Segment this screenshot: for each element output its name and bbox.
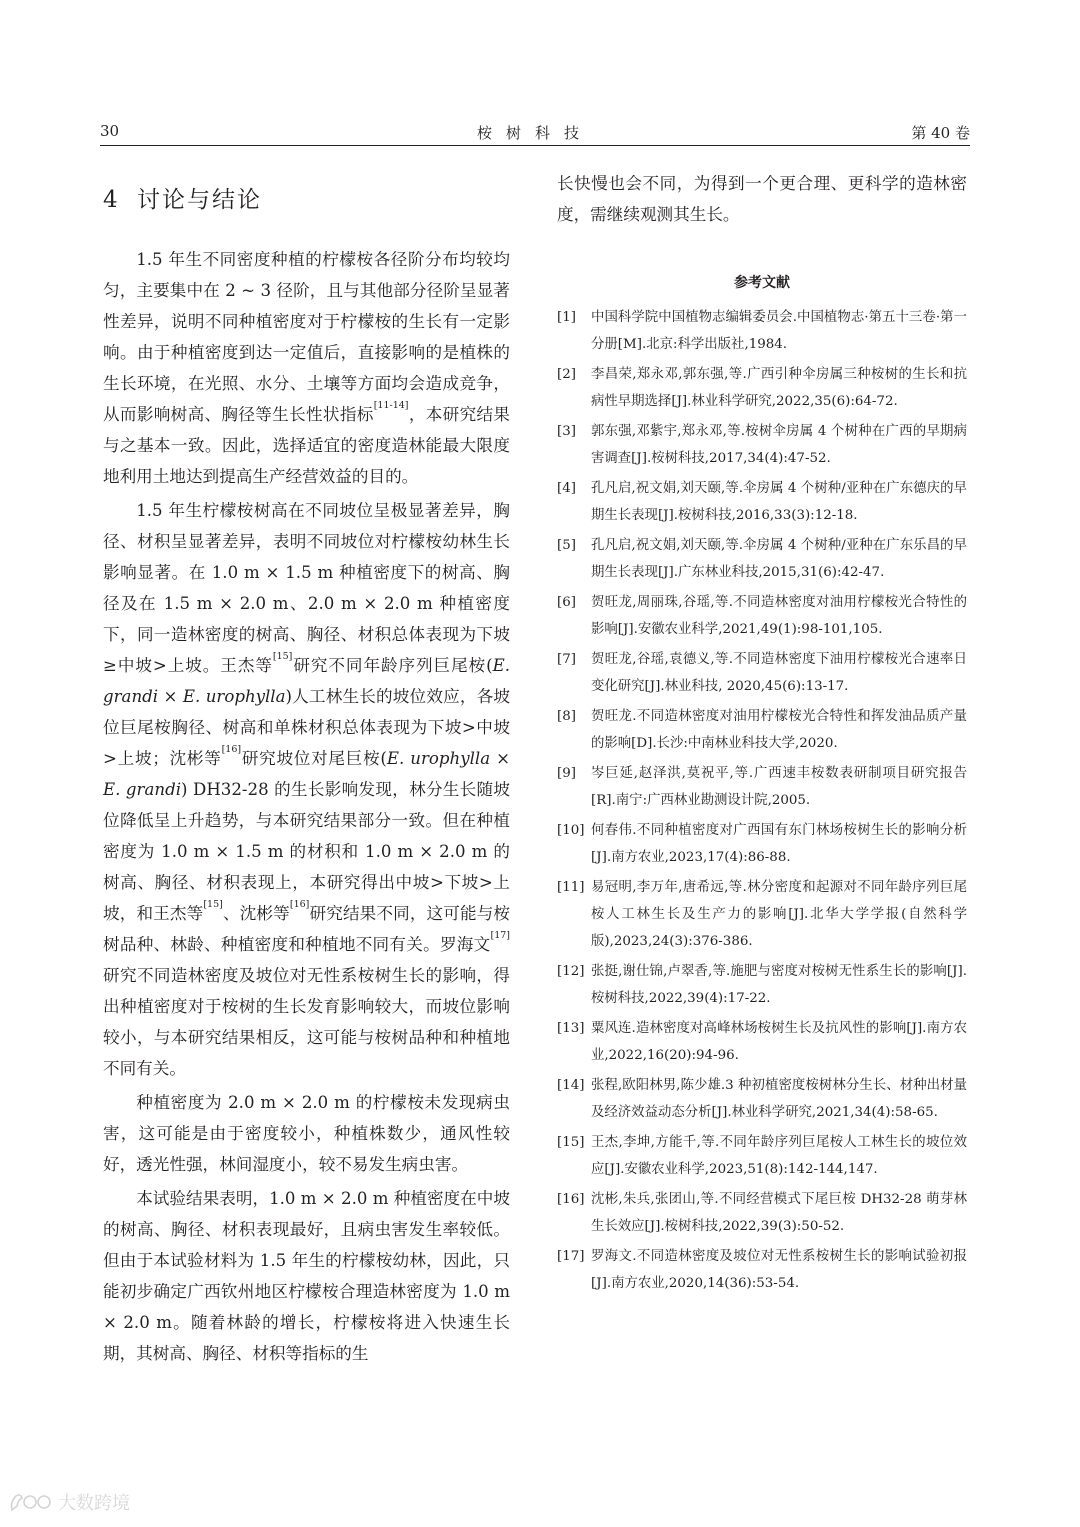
reference-text: 王杰,李坤,方能千,等.不同年龄序列巨尾桉人工林生长的坡位效应[J].安徽农业科学,2023,51(8):142-144,147. (591, 1135, 967, 1177)
reference-item (557, 646, 967, 700)
citation: [15] (272, 651, 293, 662)
citation: [16] (221, 744, 242, 755)
reference-item (557, 1015, 967, 1069)
paragraph-4: 本试验结果表明，1.0 m × 2.0 m 种植密度在中坡的树高、胸径、材积表现最好，且病虫害发生率较低。但由于本试验材料为 1.5 年生的柠檬桉幼林，因此，只能初步确定广西钦州地区柠檬桉合理造林密度为 1.0 m × 2.0 m。随着林龄的增长，柠檬桉将进入快速生长期，其树高、胸径、材积等指标的生 (103, 1189, 510, 1363)
text-run: ) DH32-28 的生长影响发现，林分生长随坡位降低呈上升趋势，与本研究结果部分一致。但在种植密度为 1.0 m × 1.5 m 的材积和 1.0 m × 2.0 m 的树高、胸径、材积表现上，本研究得出中坡>下坡>上坡，和王杰等 (103, 780, 510, 923)
text-run: 研究坡位对尾巨桉( (241, 749, 387, 768)
reference-text: 贺旺龙.不同造林密度对油用柠檬桉光合特性和挥发油品质产量的影响[D].长沙:中南林业科技大学,2020. (591, 709, 967, 751)
left-column (103, 178, 510, 1372)
reference-text: 易冠明,李万年,唐希远,等.林分密度和起源对不同年龄序列巨尾桉人工林生长及生产力的影响[J].北华大学学报(自然科学版),2023,24(3):376-386. (591, 880, 967, 949)
reference-item (557, 589, 967, 643)
reference-number: [16] (557, 1192, 585, 1207)
running-header (100, 120, 970, 144)
reference-item (557, 817, 967, 871)
reference-number: [8] (557, 709, 576, 724)
reference-number: [15] (557, 1135, 585, 1150)
reference-number: [9] (557, 766, 576, 781)
reference-text: 岑巨延,赵泽洪,莫祝平,等.广西速丰桉数表研制项目研究报告[R].南宁:广西林业勘测设计院,2005. (591, 766, 967, 808)
paragraph-1 (103, 244, 510, 492)
reference-text: 贺旺龙,周丽珠,谷瑶,等.不同造林密度对油用柠檬桉光合特性的影响[J].安徽农业科学,2021,49(1):98-101,105. (591, 595, 967, 637)
section-heading (103, 178, 510, 222)
section-number: 4 (103, 187, 120, 213)
text-run: 、沈彬等 (222, 904, 290, 923)
text-run: ，本研究结果与之基本一致。因此，选择适宜的密度造林能最大限度地利用土地达到提高生产经营效益的目的。 (103, 405, 511, 486)
reference-text: 孔凡启,祝文娟,刘天颐,等.伞房属 4 个树种/亚种在广东乐昌的早期生长表现[J].广东林业科技,2015,31(6):42-47. (591, 538, 967, 580)
reference-item (557, 958, 967, 1012)
citation: [16] (289, 899, 310, 910)
reference-text: 罗海文.不同造林密度及坡位对无性系桉树生长的影响试验初报[J].南方农业,2020,14(36):53-54. (591, 1249, 967, 1291)
paragraph-2 (103, 495, 510, 1084)
reference-number: [14] (557, 1078, 585, 1093)
reference-item (557, 1243, 967, 1297)
page-number: 30 (100, 122, 120, 140)
reference-list (557, 304, 967, 1297)
reference-number: [7] (557, 652, 576, 667)
reference-number: [1] (557, 310, 576, 325)
reference-item (557, 874, 967, 955)
citation: [15] (203, 899, 223, 910)
text-run: 1.5 年生柠檬桉树高在不同坡位呈极显著差异，胸径、材积呈显著差异，表明不同坡位对柠檬桉幼林生长影响显著。在 1.0 m × 1.5 m 种植密度下的树高、胸径及在 1.5 m × 2.0 m、2.0 m × 2.0 m 种植密度下，同一造林密度的树高、胸径、材积总体表现为下坡≥中坡>上坡。王杰等 (103, 501, 510, 675)
reference-item (557, 1186, 967, 1240)
volume-label: 第 40 卷 (911, 124, 970, 142)
reference-number: [4] (557, 481, 576, 496)
reference-text: 张挺,谢仕锦,卢翠香,等.施肥与密度对桉树无性系生长的影响[J].桉树科技,2022,39(4):17-22. (591, 964, 967, 1006)
watermark (8, 1488, 130, 1516)
reference-item (557, 475, 967, 529)
reference-text: 粟风连.造林密度对高峰林场桉树生长及抗风性的影响[J].南方农业,2022,16(20):94-96. (591, 1021, 967, 1063)
reference-item (557, 361, 967, 415)
reference-text: 李昌荣,郑永邓,郭东强,等.广西引种伞房属三种桉树的生长和抗病性早期选择[J].林业科学研究,2022,35(6):64-72. (591, 367, 967, 409)
watermark-logo-icon (8, 1490, 54, 1514)
reference-text: 郭东强,邓紫宇,郑永邓,等.桉树伞房属 4 个树种在广西的早期病害调查[J].桉树科技,2017,34(4):47-52. (591, 424, 967, 466)
references-heading: 参考文献 (734, 275, 790, 291)
journal-title: 桉树科技 (476, 124, 593, 142)
reference-item (557, 1129, 967, 1183)
reference-item (557, 418, 967, 472)
paragraph-3: 种植密度为 2.0 m × 2.0 m 的柠檬桉未发现病虫害，这可能是由于密度较小，种植株数少，通风性较好，透光性强，林间湿度小，较不易发生病虫害。 (103, 1093, 510, 1174)
reference-text: 张程,欧阳林男,陈少雄.3 种初植密度桉树林分生长、材种出材量及经济效益动态分析[J].林业科学研究,2021,34(4):58-65. (591, 1078, 967, 1120)
reference-item (557, 703, 967, 757)
reference-item (557, 1072, 967, 1126)
reference-number: [13] (557, 1021, 585, 1036)
reference-item (557, 532, 967, 586)
watermark-text: 大数跨境 (58, 1493, 130, 1514)
citation: [17] (490, 930, 510, 941)
reference-number: [17] (557, 1249, 585, 1264)
reference-text: 中国科学院中国植物志编辑委员会.中国植物志·第五十三卷·第一分册[M].北京:科学出版社,1984. (591, 310, 967, 352)
right-column (557, 168, 967, 1300)
section-title: 讨论与结论 (137, 187, 262, 213)
paragraph-4-continued: 长快慢也会不同，为得到一个更合理、更科学的造林密度，需继续观测其生长。 (557, 174, 967, 224)
reference-text: 贺旺龙,谷瑶,袁德义,等.不同造林密度下油用柠檬桉光合速率日变化研究[J].林业科技, 2020,45(6):13-17. (591, 652, 967, 694)
reference-text: 何春伟.不同种植密度对广西国有东门林场桉树生长的影响分析[J].南方农业,2023,17(4):86-88. (591, 823, 967, 865)
reference-number: [10] (557, 823, 585, 838)
reference-number: [6] (557, 595, 576, 610)
text-run: 研究不同造林密度及坡位对无性系桉树生长的影响，得出种植密度对于桉树的生长发育影响较大，而坡位影响较小，与本研究结果相反，这可能与桉树品种和种植地不同有关。 (103, 966, 510, 1078)
reference-number: [11] (557, 880, 585, 895)
reference-item (557, 304, 967, 358)
reference-text: 沈彬,朱兵,张团山,等.不同经营模式下尾巨桉 DH32-28 萌芽林生长效应[J].桉树科技,2022,39(3):50-52. (591, 1192, 967, 1234)
text-run: 研究不同年龄序列巨尾桉( (292, 656, 493, 675)
reference-number: [5] (557, 538, 576, 553)
reference-number: [2] (557, 367, 576, 382)
reference-item (557, 760, 967, 814)
reference-number: [12] (557, 964, 585, 979)
citation: [11-14] (373, 400, 409, 411)
text-run: 1.5 年生不同密度种植的柠檬桉各径阶分布均较均匀，主要集中在 2 ~ 3 径阶，且与其他部分径阶呈显著性差异，说明不同种植密度对于柠檬桉的生长有一定影响。由于种植密度到达一定值后，直接影响的是植株的生长环境，在光照、水分、土壤等方面均会造成竞争，从而影响树高、胸径等生长性状指标 (103, 250, 510, 424)
text-run: 研究结果不同，这可能与桉树品种、林龄、种植密度和种植地不同有关。罗海文 (103, 904, 511, 954)
species-name: E. grandi × E. urophylla (103, 656, 510, 706)
header-rule (100, 145, 970, 146)
reference-number: [3] (557, 424, 576, 439)
species-name: E. urophylla × E. grandi (103, 749, 510, 799)
text-run: )人工林生长的坡位效应，各坡位巨尾桉胸径、树高和单株材积总体表现为下坡>中坡>上坡；沈彬等 (103, 687, 510, 768)
reference-text: 孔凡启,祝文娟,刘天颐,等.伞房属 4 个树种/亚种在广东德庆的早期生长表现[J].桉树科技,2016,33(3):12-18. (591, 481, 967, 523)
